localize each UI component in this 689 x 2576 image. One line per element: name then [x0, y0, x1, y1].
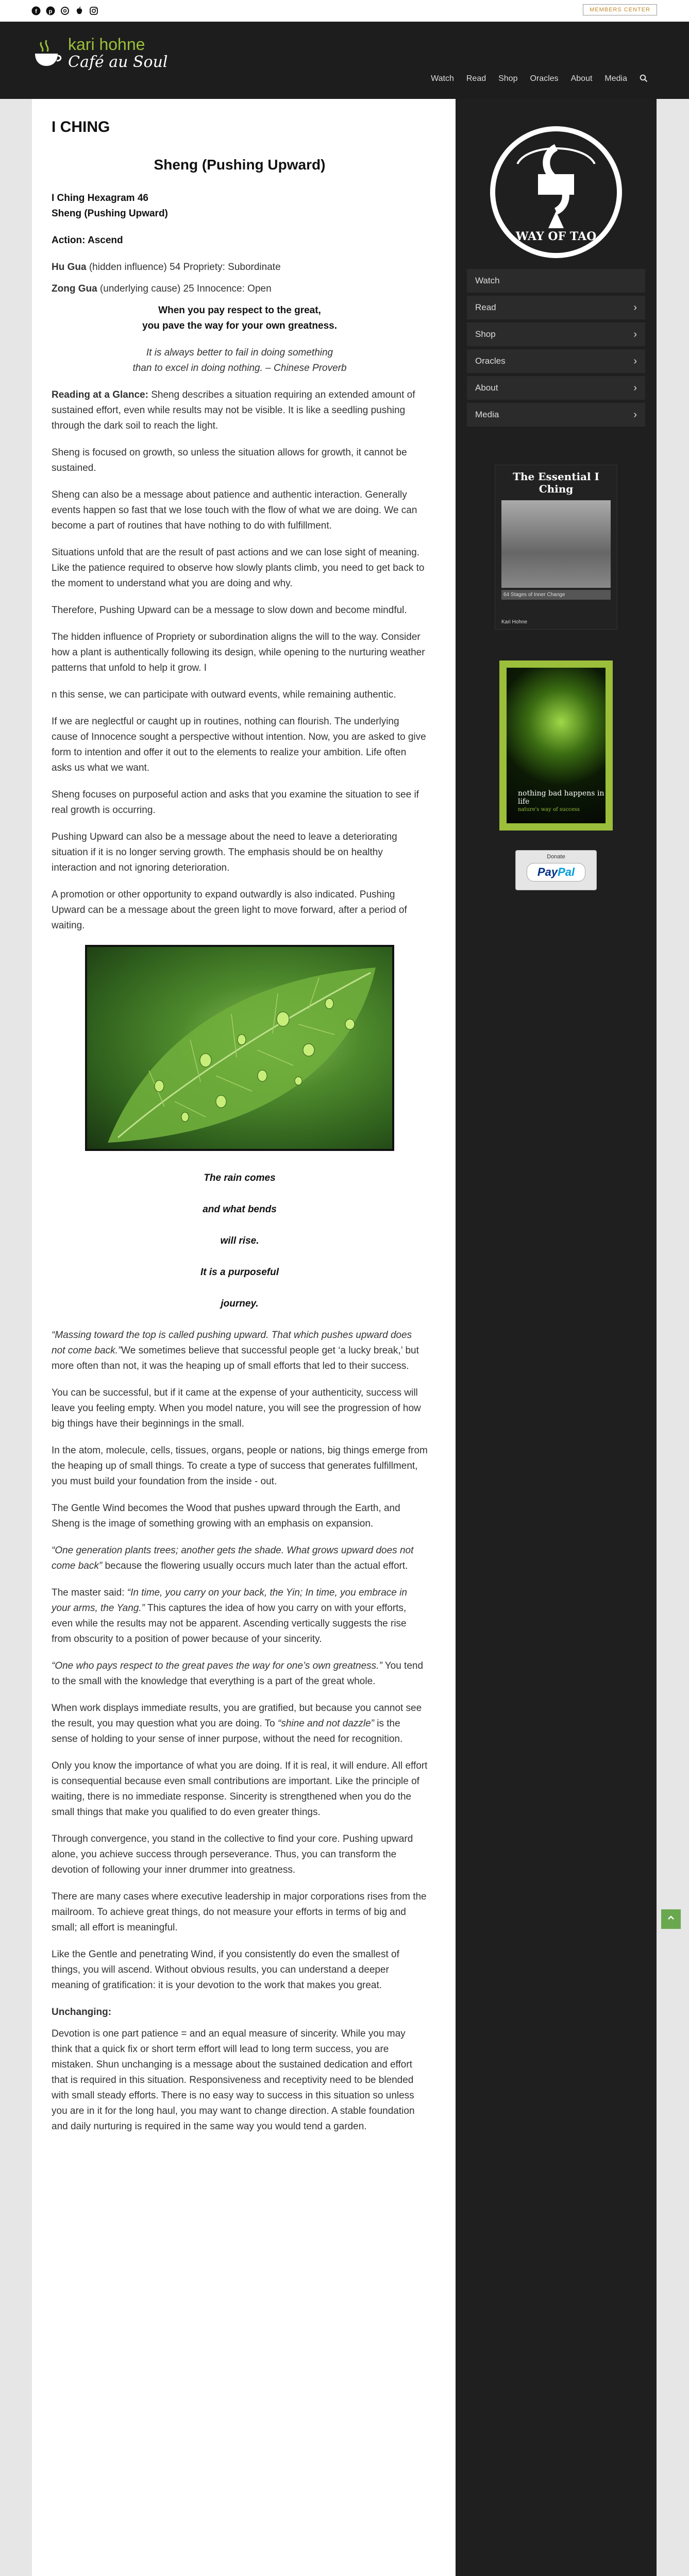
paragraph-text: is the sense of holding to your sense of inner purpose, without the need for recognition.: [52, 1718, 403, 1744]
glance-label: Reading at a Glance:: [52, 389, 148, 400]
sidebar: [456, 99, 657, 2576]
chevron-right-icon[interactable]: ›: [633, 355, 637, 367]
sidebar-item-label: Read: [475, 302, 496, 312]
paragraph: Sheng can also be a message about patience and authentic interaction. Generally events happen so fast that we lose touch with the flow of what we are doing. We can become a part of routines that have nothing to do with fulfillment.: [52, 489, 417, 531]
paragraph-text: This captures the idea of how you carry on with your efforts, even while the results may not be apparent. Ascending vertically suggests the rise from obscurity to a position of power because of your sincerity.: [52, 1603, 407, 1645]
glance-paragraph: [52, 387, 428, 434]
zong-gua-text: (underlying cause) 25 Innocence: Open: [97, 283, 272, 294]
book-author: Kari Hohne: [501, 619, 528, 625]
nav-media[interactable]: Media: [604, 74, 627, 83]
paragraph-text: You tend to the small with the knowledge that everything is a part of the great whole.: [52, 1660, 424, 1687]
sidebar-item-label: Shop: [475, 329, 496, 339]
emphasis-quote: “In time, you carry on your back, the Yin; In time, you embrace in your arms, the Yang.”: [52, 1587, 407, 1614]
sidebar-item-watch[interactable]: [467, 269, 645, 296]
nav-watch[interactable]: Watch: [431, 74, 454, 83]
paragraph: A promotion or other opportunity to expand outwardly is also indicated. Pushing Upward can be a message about the green light to move forward, after a period of waiting.: [52, 889, 407, 931]
members-center-button[interactable]: MEMBERS CENTER: [583, 4, 657, 15]
svg-text:f: f: [35, 8, 37, 15]
paragraph: Devotion is one part patience = and an equal measure of sincerity. While you may think that a quick fix or short term effort will lead to long term success, you are mistaken. Shun unchanging is a message about the sustained dedication and effort that is required in this situation. Responsiveness and receptivity need to be blended with small steady efforts. There is no easy way to success in this situation so unless you are in it for the long haul, you may want to change direction. A stable foundation and daily nurturing is required in the same way you would tend a garden.: [52, 2028, 415, 2132]
poem-line: It is a purposeful: [200, 1267, 279, 1278]
sidebar-item-label: About: [475, 383, 498, 393]
chevron-up-icon: [667, 1914, 675, 1925]
book-caption-text: nothing bad happens in life: [518, 789, 604, 806]
paragraph: Sheng focuses on purposeful action and asks that you examine the situation to see if real growth is occurring.: [52, 789, 419, 816]
paragraph: [52, 1701, 428, 1747]
nav-read[interactable]: Read: [466, 74, 486, 83]
pinterest-icon[interactable]: [45, 6, 56, 16]
paragraph: n this sense, we can participate with outward events, while remaining authentic.: [52, 689, 396, 700]
top-strip: [0, 0, 689, 22]
site-header: [0, 22, 689, 99]
paragraph: In the atom, molecule, cells, tissues, organs, people or nations, big things emerge from the heaping up of small things. To create a type of success that generates fulfillment, you must build your foundation from the inside - out.: [52, 1445, 428, 1487]
article: [52, 118, 428, 2146]
paragraph: Situations unfold that are the result of past actions and we can lose sight of meaning. Like the patience required to observe how slowly plants climb, you need to get back to the moment to understand what you are doing and why.: [52, 547, 425, 589]
main-nav: [431, 74, 648, 85]
unchanging-heading: [52, 2005, 428, 2020]
nav-oracles[interactable]: Oracles: [530, 74, 559, 83]
hexagram-name: Sheng (Pushing Upward): [52, 208, 168, 219]
emphasis-quote: “Massing toward the top is called pushing upward. That which pushes upward does not come back.”: [52, 1330, 412, 1356]
svg-text:p: p: [48, 8, 53, 15]
sidebar-item-read[interactable]: [467, 296, 645, 323]
proverb-1: It is always better to fail in doing something: [146, 347, 333, 358]
instagram-icon[interactable]: [89, 6, 99, 16]
page-title: I CHING: [52, 118, 110, 135]
zong-gua-label: Zong Gua: [52, 283, 97, 294]
paypal-brand-pal: Pal: [558, 866, 575, 878]
action-line: Action: Ascend: [52, 235, 123, 246]
chevron-right-icon[interactable]: ›: [633, 328, 637, 340]
paragraph: Through convergence, you stand in the collective to find your core. Pushing upward alone, you achieve success through perseverance. Thus, you can transform the devotion of following your inner drummer into greatness.: [52, 1834, 413, 1875]
paragraph: You can be successful, but if it came at the expense of your authenticity, success will leave you feeling empty. When you model nature, you will see the progression of how big things have their beginnings in the small.: [52, 1387, 421, 1429]
book-cover-art: [507, 668, 606, 823]
paragraph: [52, 1585, 428, 1647]
apple-icon[interactable]: [74, 6, 85, 16]
paragraph: [52, 1658, 428, 1689]
brand-name: kari hohne: [68, 35, 145, 54]
paypal-logo: [527, 863, 585, 882]
paragraph: [52, 1543, 428, 1574]
chevron-right-icon[interactable]: ›: [633, 409, 637, 420]
hexagram-number: I Ching Hexagram 46: [52, 193, 148, 204]
paragraph: Pushing Upward can also be a message about the need to leave a deteriorating situation if it is no longer serving growth. The emphasis should be on healthy interaction and not ignoring deterioration.: [52, 832, 397, 873]
sidebar-item-shop[interactable]: [467, 323, 645, 349]
chevron-right-icon[interactable]: ›: [633, 382, 637, 394]
nothing-bad-happens-book[interactable]: [499, 660, 613, 831]
paragraph-text: because the flowering usually occurs much later than the actual effort.: [102, 1561, 408, 1571]
nav-shop[interactable]: Shop: [498, 74, 518, 83]
paragraph-text: We sometimes believe that successful people get ‘a lucky break,’ but more often than not, it was the heaping up of small efforts that led to their success.: [52, 1345, 419, 1371]
threads-icon[interactable]: [60, 6, 70, 16]
sidebar-item-label: Media: [475, 410, 499, 419]
hu-gua-label: Hu Gua: [52, 262, 87, 273]
logo-text: [68, 35, 168, 71]
book-title: The Essential I Ching: [513, 470, 599, 495]
poem-line: journey.: [221, 1298, 259, 1309]
glance-text: Sheng describes a situation requiring an extended amount of sustained effort, even while results may not be visible. It is like a seedling pushing through the dark soil to reach the light.: [52, 389, 415, 431]
paragraph: The Gentle Wind becomes the Wood that pushes upward through the Earth, and Sheng is the image of something growing with an emphasis on expansion.: [52, 1503, 400, 1529]
zong-gua-line: [52, 281, 428, 297]
proverb-2: than to excel in doing nothing. – Chinese Proverb: [132, 363, 347, 374]
book-caption-sub: nature's way of success: [518, 807, 580, 812]
paypal-donate-button[interactable]: [515, 850, 597, 890]
sidebar-item-label: Oracles: [475, 356, 506, 366]
book-caption: [518, 789, 606, 814]
respect-quote-1: When you pay respect to the great,: [158, 305, 321, 316]
hu-gua-text: (hidden influence) 54 Propriety: Subordinate: [86, 262, 281, 273]
emphasis-quote: “One generation plants trees; another gets the shade. What grows upward does not come back”: [52, 1545, 414, 1571]
emphasis-quote: “shine and not dazzle”: [278, 1718, 374, 1729]
sidebar-item-about[interactable]: [467, 376, 645, 403]
site-logo[interactable]: [31, 35, 168, 71]
facebook-icon[interactable]: [31, 6, 41, 16]
paypal-brand-pay: Pay: [537, 866, 558, 878]
search-icon[interactable]: [640, 74, 648, 85]
respect-quote-2: you pave the way for your own greatness.: [142, 320, 337, 331]
essential-i-ching-book[interactable]: [495, 465, 617, 630]
way-of-tao-logo[interactable]: [486, 123, 626, 262]
paragraph: Sheng is focused on growth, so unless the situation allows for growth, it cannot be sustained.: [52, 447, 407, 473]
sidebar-item-media[interactable]: [467, 403, 645, 430]
social-links: [31, 6, 99, 16]
paragraph: The hidden influence of Propriety or subordination aligns the will to the way. Consider how a plant is authentically following its design, while opening to the nurturing weather patterns that unfold to help it grow. I: [52, 632, 425, 673]
leaf-raindrops-image: [85, 945, 394, 1151]
paragraph: If we are neglectful or caught up in routines, nothing can flourish. The underlying cause of Innocence sought a perspective without intention. Now, you are asked to give form to intention and offer it out to the elements to realize your ambition. Life often asks us what we want.: [52, 716, 426, 773]
paragraph: Therefore, Pushing Upward can be a message to slow down and become mindful.: [52, 605, 407, 616]
unchanging-label: Unchanging:: [52, 2007, 112, 2018]
sidebar-item-oracles[interactable]: [467, 349, 645, 376]
scroll-to-top-button[interactable]: [661, 1909, 681, 1929]
paragraph: Like the Gentle and penetrating Wind, if you consistently do even the smallest of things, you will ascend. Without obvious results, you can understand a deeper meaning of gratification: it is your devotion to the work that makes you great.: [52, 1949, 399, 1991]
brand-tagline: Café au Soul: [68, 53, 168, 71]
donate-label: Donate: [547, 854, 565, 860]
bridge-photo: [501, 500, 611, 588]
emphasis-quote: “One who pays respect to the great paves the way for one’s own greatness.”: [52, 1660, 382, 1671]
poem-line: will rise.: [220, 1235, 259, 1246]
paragraph: There are many cases where executive leadership in major corporations rises from the mailroom. To achieve great things, do not measure your efforts in terms of big and small; all effort is meaningful.: [52, 1891, 427, 1933]
sidebar-menu: [467, 269, 645, 430]
logo-caption: WAY OF TAO: [515, 230, 597, 243]
chevron-right-icon[interactable]: ›: [633, 301, 637, 313]
book-subtitle: 64 Stages of Inner Change: [501, 590, 611, 600]
paragraph: [52, 1328, 428, 1374]
poem-line: The rain comes: [204, 1173, 276, 1183]
paragraph: Only you know the importance of what you are doing. If it is real, it will endure. All effort is consequential because even small contributions are important. Like the principle of waiting, there is no immediate response. Sincerity is strengthened when you do the small things that make you qualified to do even greater things.: [52, 1760, 428, 1818]
paragraph-text: When work displays immediate results, you are gratified, but because you cannot see the result, you may question what you are doing. To: [52, 1703, 422, 1729]
paragraph-text: The master said:: [52, 1587, 127, 1598]
content-wrapper: [32, 99, 657, 2576]
coffee-cup-icon: [31, 37, 63, 69]
article-heading: Sheng (Pushing Upward): [154, 157, 326, 173]
sidebar-item-label: Watch: [475, 276, 500, 285]
nav-about[interactable]: About: [570, 74, 593, 83]
hu-gua-line: [52, 260, 428, 275]
poem-line: and what bends: [203, 1204, 277, 1215]
